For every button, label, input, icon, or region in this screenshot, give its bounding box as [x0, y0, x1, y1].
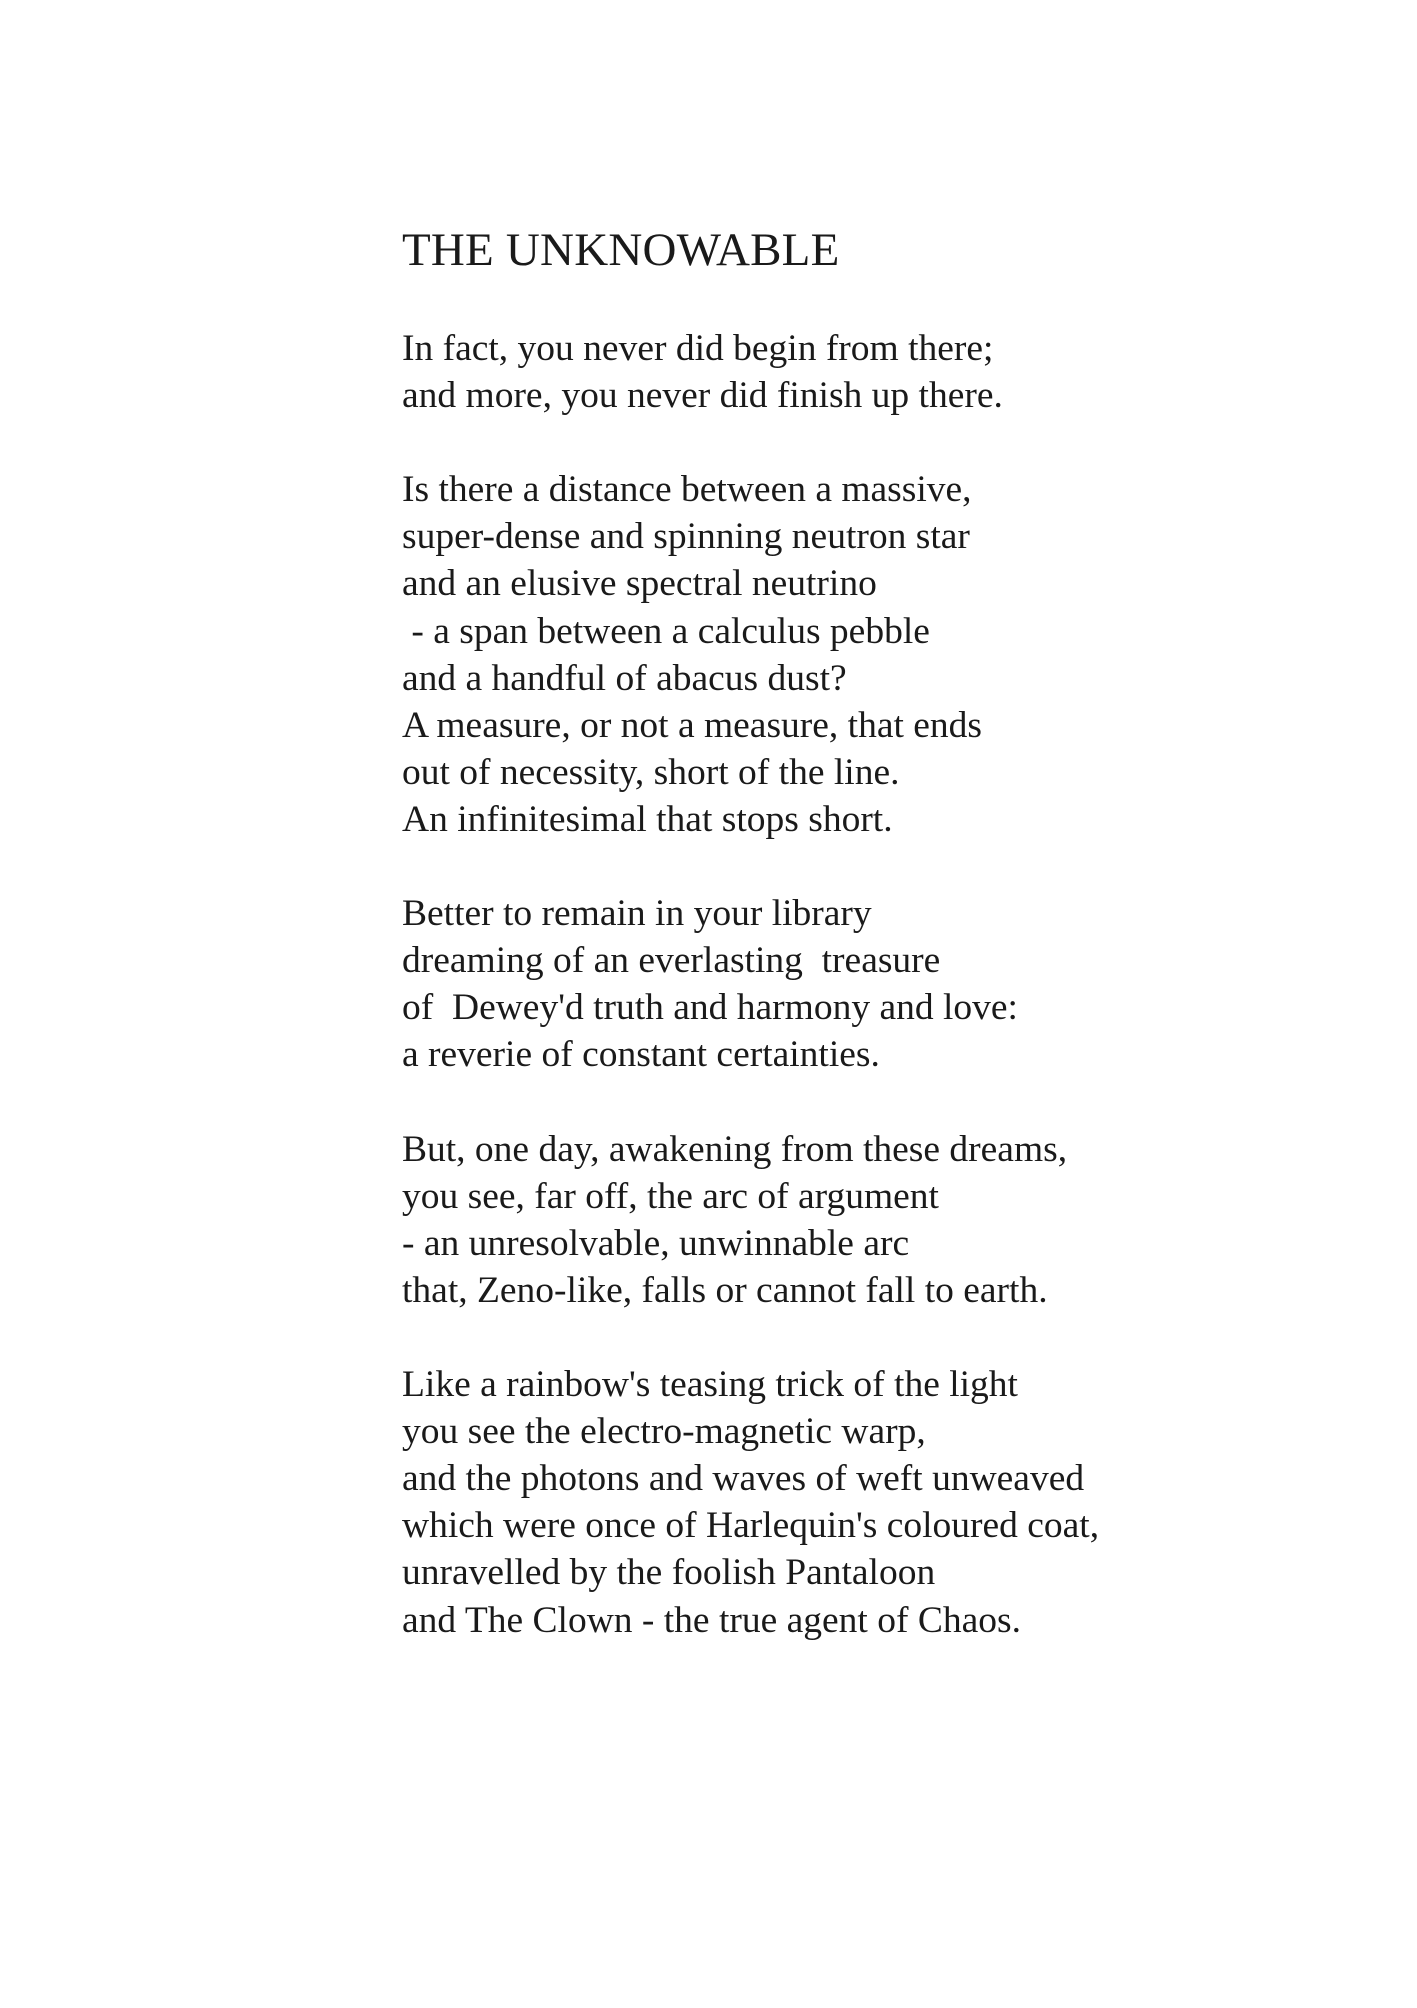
poem-line: But, one day, awakening from these dreams,: [402, 1128, 1068, 1170]
poem-line: out of necessity, short of the line.: [402, 751, 900, 793]
poem-line: Like a rainbow's teasing trick of the light: [402, 1364, 1018, 1406]
poem-line: and the photons and waves of weft unweaved: [402, 1458, 1085, 1500]
stanza-5: [402, 1361, 1302, 1644]
poem-line: and a handful of abacus dust?: [402, 657, 847, 699]
poem-body: [402, 325, 1302, 1644]
poem-line: An infinitesimal that stops short.: [402, 798, 893, 840]
poem-line: Better to remain in your library: [402, 893, 872, 935]
stanza-4: [402, 1126, 1302, 1314]
poem-line: that, Zeno-like, falls or cannot fall to earth.: [402, 1269, 1048, 1311]
poem-line: A measure, or not a measure, that ends: [402, 704, 983, 746]
poem-line: of Dewey'd truth and harmony and love:: [402, 987, 1018, 1029]
poem: [402, 222, 1302, 1691]
stanza-3: [402, 890, 1302, 1078]
poem-line: and more, you never did finish up there.: [402, 375, 1003, 417]
stanza-1: [402, 325, 1302, 419]
poem-line: and an elusive spectral neutrino: [402, 563, 877, 605]
poem-line: and The Clown - the true agent of Chaos.: [402, 1599, 1021, 1641]
poem-line: which were once of Harlequin's coloured coat,: [402, 1505, 1100, 1547]
poem-line: unravelled by the foolish Pantaloon: [402, 1552, 936, 1594]
stanza-2: [402, 466, 1302, 843]
poem-title: THE UNKNOWABLE: [402, 224, 840, 276]
poem-line: Is there a distance between a massive,: [402, 469, 972, 511]
poem-line: super-dense and spinning neutron star: [402, 516, 970, 558]
poem-line: - an unresolvable, unwinnable arc: [402, 1222, 910, 1264]
poem-line: dreaming of an everlasting treasure: [402, 940, 941, 982]
poem-line: you see the electro-magnetic warp,: [402, 1411, 926, 1453]
poem-line: In fact, you never did begin from there;: [402, 328, 994, 369]
poem-line: - a span between a calculus pebble: [402, 610, 930, 652]
poem-line: a reverie of constant certainties.: [402, 1034, 880, 1076]
poem-line: you see, far off, the arc of argument: [402, 1175, 939, 1217]
